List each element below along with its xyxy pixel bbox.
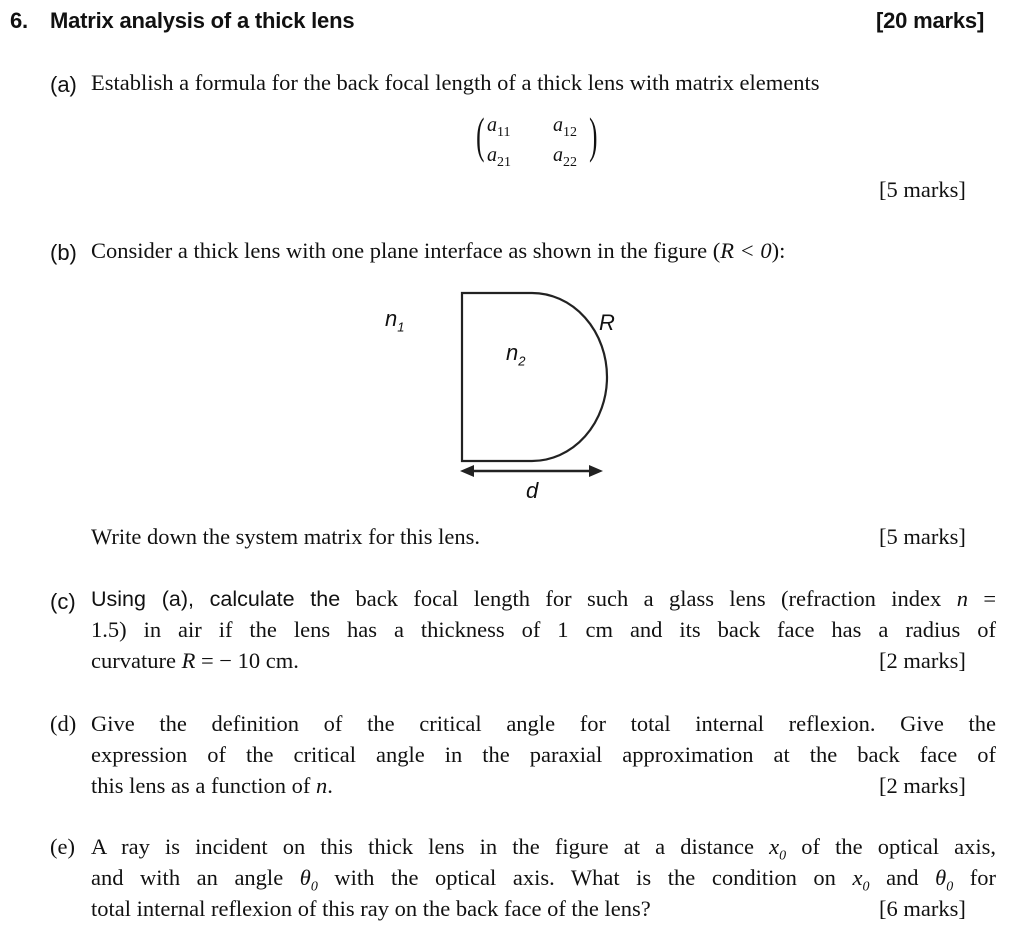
- part-e-line-3: total internal reflexion of this ray on the back face of the lens?: [91, 896, 651, 921]
- part-e-line-2: and with an angle $\theta_0$ with the optical axis. What is the condition on $x_0$ and $\theta_0$ for: [91, 865, 997, 895]
- part-e-label: (e): [50, 834, 75, 859]
- part-c-line-3: curvature R = − 10 cm.: [91, 648, 299, 673]
- part-c-marks: [2 marks]: [879, 648, 966, 673]
- part-b-label: (b): [50, 240, 77, 265]
- matrix-a11: $a_{11}$: [487, 114, 511, 140]
- part-c-line-2: 1.5) in air if the lens has a thickness of 1 cm and its back face has a radius of: [91, 617, 996, 642]
- part-d-line-3: this lens as a function of n.: [91, 773, 333, 798]
- n1-label: $n_1$: [385, 306, 405, 335]
- part-e-marks: [6 marks]: [879, 896, 966, 921]
- question-total-marks: [20 marks]: [876, 8, 985, 33]
- question-title: Matrix analysis of a thick lens: [50, 8, 355, 33]
- question-number: 6.: [10, 8, 28, 33]
- matrix-a22: $a_{22}$: [553, 144, 577, 170]
- matrix-a21: $a_{21}$: [487, 144, 511, 170]
- part-b-condition: R < 0: [720, 238, 772, 263]
- thickness-label: d: [526, 478, 539, 503]
- part-d-line-1: Give the definition of the critical angle for total internal reflexion. Give the: [91, 711, 996, 736]
- part-b-marks: [5 marks]: [879, 524, 966, 549]
- matrix-left-paren: (: [476, 107, 485, 163]
- part-c-label: (c): [50, 589, 76, 614]
- part-a-label: (a): [50, 72, 77, 97]
- thickness-arrow-left-head: [460, 465, 474, 477]
- matrix-a12: $a_{12}$: [553, 114, 577, 140]
- part-e-line-1: A ray is incident on this thick lens in the figure at a distance $x_0$ of the optical axis,: [91, 834, 997, 864]
- part-d-line-2: expression of the critical angle in the paraxial approximation at the back face of: [91, 742, 996, 767]
- lens-outline: [462, 293, 607, 461]
- part-b-text: Consider a thick lens with one plane interface as shown in the figure (R < 0):: [91, 238, 786, 263]
- part-b-question: Write down the system matrix for this lens.: [91, 524, 481, 549]
- part-d-marks: [2 marks]: [879, 773, 966, 798]
- part-c-line-1: Using (a), calculate the back focal length for such a glass lens (refraction index n =: [91, 586, 997, 611]
- thickness-arrow-right-head: [589, 465, 603, 477]
- part-a-marks: [5 marks]: [879, 177, 966, 202]
- matrix-right-paren: ): [589, 107, 598, 163]
- part-a-text: Establish a formula for the back focal length of a thick lens with matrix elements: [91, 70, 820, 95]
- radius-label: R: [599, 310, 615, 335]
- part-d-label: (d): [50, 711, 77, 736]
- n2-label: $n_2$: [506, 340, 526, 369]
